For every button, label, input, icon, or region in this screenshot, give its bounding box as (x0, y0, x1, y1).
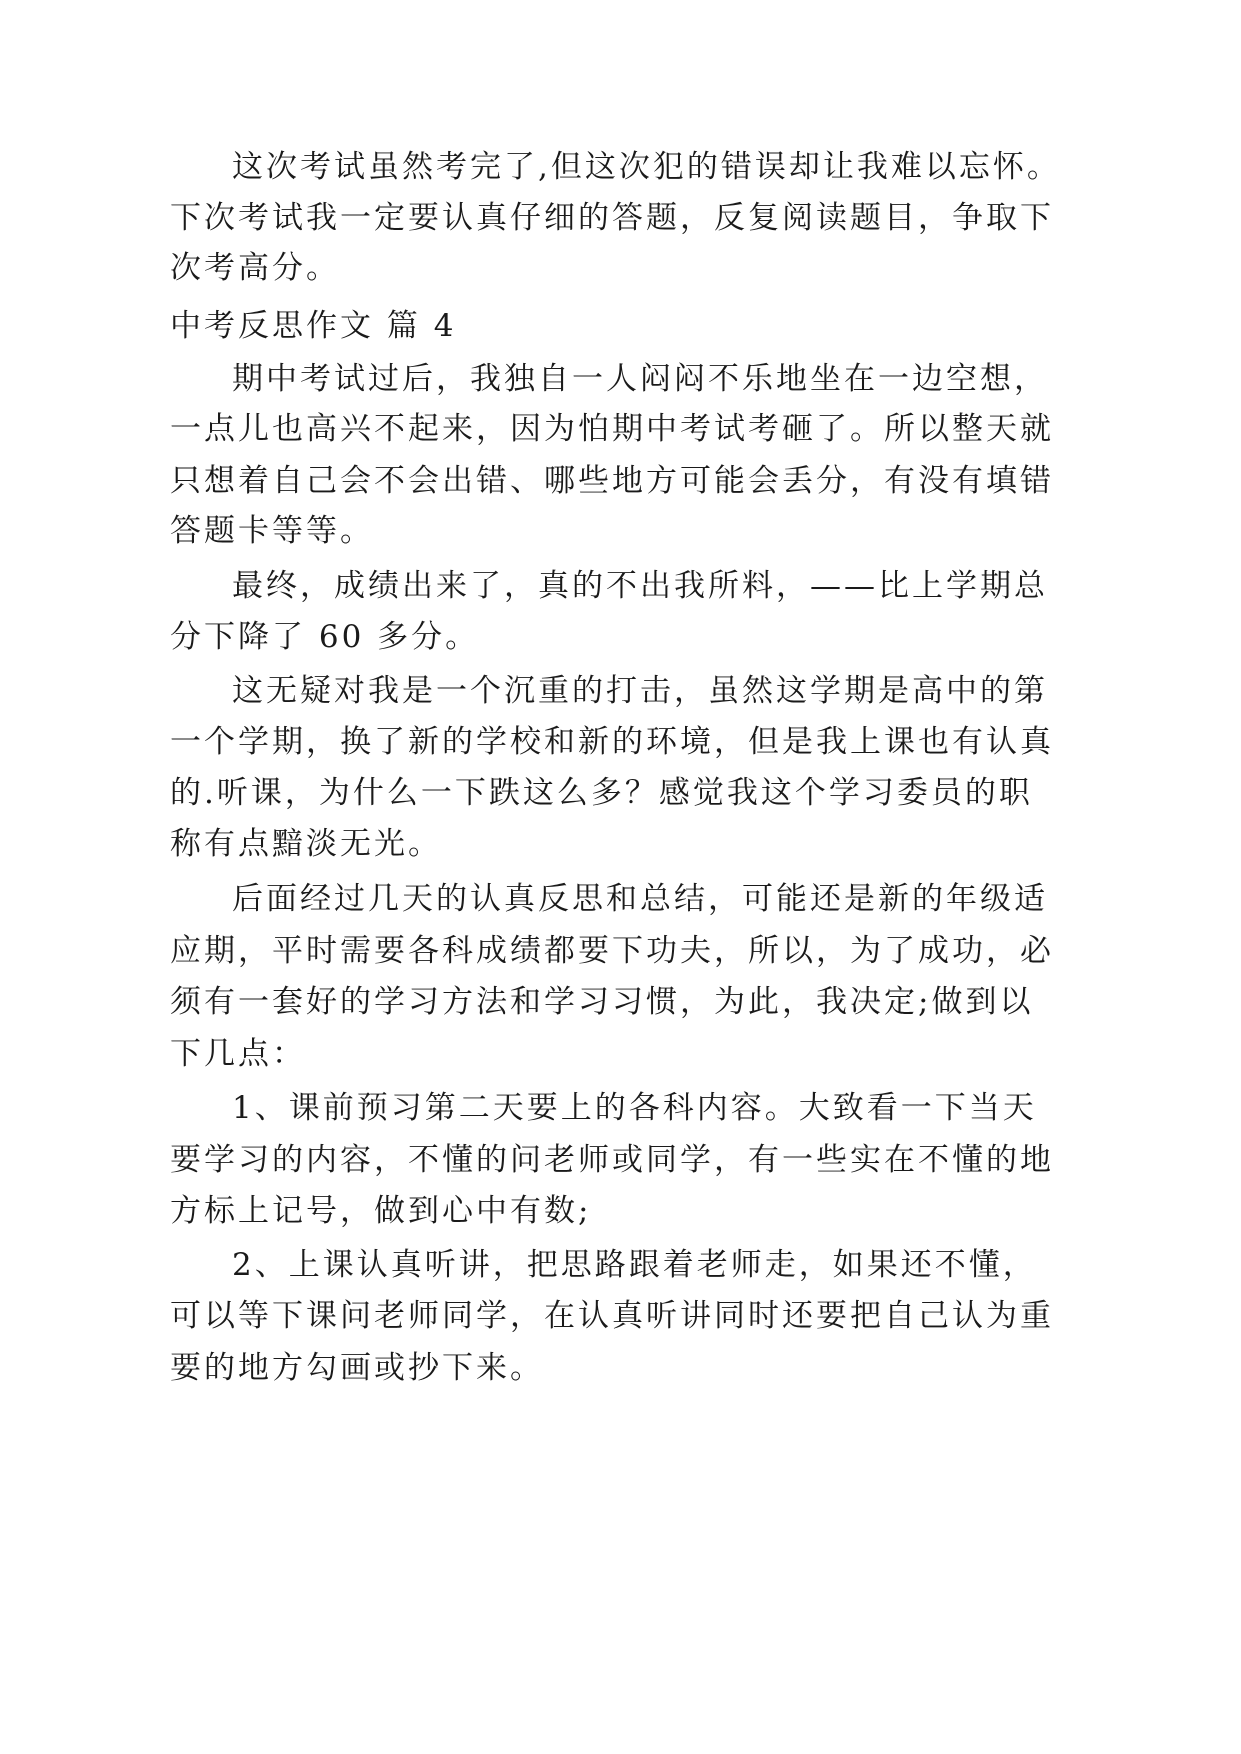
body-text-line: 答题卡等等。 (170, 513, 374, 549)
list-item-line: 要学习的内容，不懂的问老师或同学，有一些实在不懂的地 (170, 1142, 1054, 1178)
body-text-line: 这无疑对我是一个沉重的打击，虽然这学期是高中的第 (232, 673, 1048, 709)
list-item-line: 要的地方勾画或抄下来。 (170, 1350, 544, 1386)
body-text-line: 一个学期，换了新的学校和新的环境，但是我上课也有认真 (170, 724, 1054, 760)
body-text-line: 只想着自己会不会出错、哪些地方可能会丢分，有没有填错 (170, 463, 1054, 499)
body-text-line: 期中考试过后，我独自一人闷闷不乐地坐在一边空想， (232, 361, 1048, 397)
body-text-line: 次考高分。 (170, 250, 340, 286)
list-item-line: 可以等下课问老师同学，在认真听讲同时还要把自己认为重 (170, 1298, 1054, 1334)
list-item-line: 2、上课认真听讲，把思路跟着老师走，如果还不懂， (232, 1247, 1037, 1283)
body-text-line: 后面经过几天的认真反思和总结，可能还是新的年级适 (232, 881, 1048, 917)
body-text-line: 应期，平时需要各科成绩都要下功夫，所以，为了成功，必 (170, 933, 1054, 969)
body-text-line: 的.听课，为什么一下跌这么多？感觉我这个学习委员的职 (170, 775, 1033, 811)
list-item-line: 方标上记号，做到心中有数; (170, 1193, 592, 1229)
section-heading: 中考反思作文 篇 4 (170, 308, 457, 344)
body-text-line: 下次考试我一定要认真仔细的答题，反复阅读题目，争取下 (170, 200, 1054, 236)
list-item-line: 1、课前预习第二天要上的各科内容。大致看一下当天 (232, 1090, 1037, 1126)
body-text-line: 下几点： (170, 1036, 306, 1072)
body-text-line: 一点儿也高兴不起来，因为怕期中考试考砸了。所以整天就 (170, 411, 1054, 447)
body-text-line: 这次考试虽然考完了,但这次犯的错误却让我难以忘怀。 (232, 149, 1061, 185)
body-text-line: 称有点黯淡无光。 (170, 826, 442, 862)
body-text-line: 最终，成绩出来了，真的不出我所料，——比上学期总 (232, 568, 1048, 604)
body-text-line: 须有一套好的学习方法和学习习惯，为此，我决定;做到以 (170, 984, 1034, 1020)
body-text-line: 分下降了 60 多分。 (170, 619, 480, 655)
